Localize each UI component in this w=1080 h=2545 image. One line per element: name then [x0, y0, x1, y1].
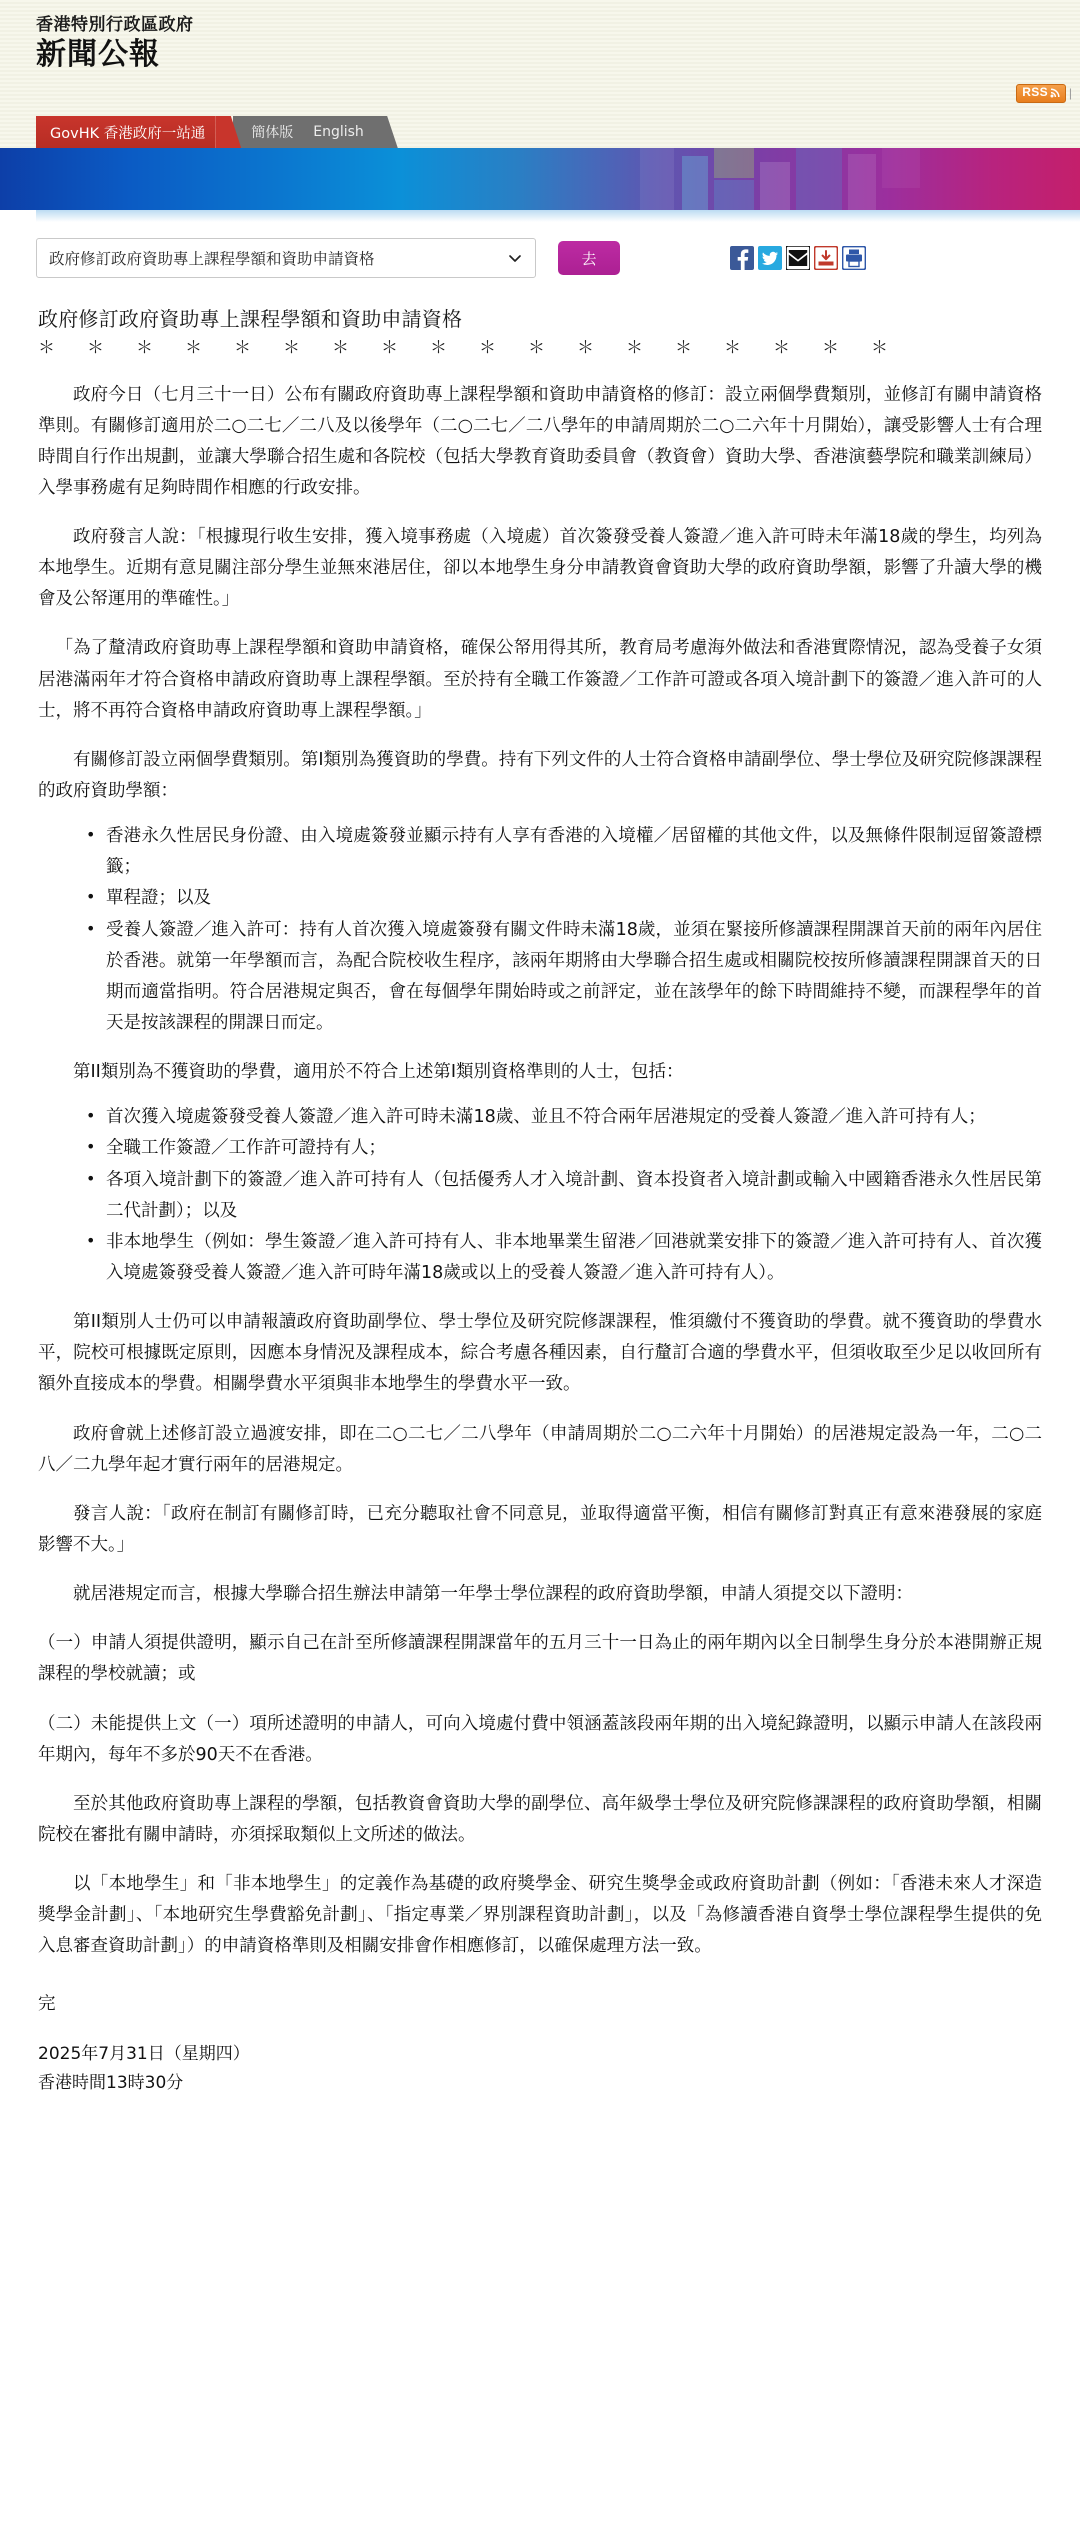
go-button[interactable]: 去: [558, 241, 620, 275]
list-item: • 各項入境計劃下的簽證／進入許可持有人（包括優秀人才入境計劃、資本投資者入境計劃或輸入中國籍香港永久性居民第二代計劃）；以及: [104, 1165, 1042, 1227]
paragraph-2: 政府發言人說：「根據現行收生安排，獲入境事務處（入境處）首次簽發受養人簽證／進入許可時未年滿18歲的學生，均列為本地學生。近期有意見關注部分學生並無來港居住，卻以本地學生身分申請教資會資助大學的政府資助學額，影響了升讀大學的機會及公帑運用的準確性。」: [38, 527, 1042, 610]
nav-govhk-label: GovHK 香港政府一站通: [50, 125, 206, 142]
nav-english-link[interactable]: English: [313, 124, 364, 140]
nav-language-tabs: [233, 116, 370, 148]
press-release-select-value: 政府修訂政府資助專上課程學額和資助申請資格: [49, 250, 375, 268]
masthead-inner: [0, 14, 1080, 73]
masthead: [0, 0, 1080, 116]
paragraph-8: 發言人說：「政府在制訂有關修訂時，已充分聽取社會不同意見，並取得適當平衡，相信有關修訂對真正有意來港發展的家庭影響不大。」: [38, 1503, 1042, 1555]
paragraph-9: 就居港規定而言，根據大學聯合招生辦法申請第一年學士學位課程的政府資助學額，申請人須提交以下證明：: [73, 1584, 913, 1605]
twitter-icon[interactable]: [758, 246, 782, 270]
email-icon[interactable]: [786, 246, 810, 270]
government-name: 香港特別行政區政府: [36, 15, 194, 35]
paragraph-10: （一）申請人須提供證明，顯示自己在計至所修讀課程開課當年的五月三十一日為止的兩年期內以全日制學生身分於本港開辦正規課程的學校就讀；或: [38, 1633, 1042, 1685]
end-mark: 完: [38, 1993, 56, 2014]
banner-left-notch: [0, 210, 36, 222]
paragraph-3: 「為了釐清政府資助專上課程學額和資助申請資格，確保公帑用得其所，教育局考慮海外做法和香港實際情況，認為受養子女須居港滿兩年才符合資格申請政府資助專上課程學額。至於持有全職工作簽證／工作許可證或各項入境計劃下的簽證／進入許可的人士，將不再符合資格申請政府資助專上課程學額。」: [38, 638, 1042, 721]
nav-strip: [0, 116, 1080, 148]
paragraph-7: 政府會就上述修訂設立過渡安排，即在二○二七／二八學年（申請周期於二○二六年十月開始）的居港規定設為一年，二○二八／二九學年起才實行兩年的居港規定。: [38, 1423, 1042, 1475]
paragraph-12: 至於其他政府資助專上課程的學額，包括教資會資助大學的副學位、高年級學士學位及研究院修課課程的政府資助學額，相關院校在審批有關申請時，亦須採取類似上文所述的做法。: [38, 1793, 1042, 1845]
datestamp: [38, 2040, 1042, 2100]
control-row: [0, 222, 1080, 288]
rss-button[interactable]: [1016, 84, 1066, 103]
paragraph-1: 政府今日（七月三十一日）公布有關政府資助專上課程學額和資助申請資格的修訂：設立兩個學費類別，並修訂有關申請資格準則。有關修訂適用於二○二七／二八及以後學年（二○二七／二八學年的申請周期於二○二六年十月開始），讓受影響人士有合理時間自行作出規劃，並讓大學聯合招生處和各院校（包括大學教育資助委員會（教資會）資助大學、香港演藝學院和職業訓練局）入學事務處有足夠時間作相應的行政安排。: [38, 384, 1042, 498]
list-item: • 單程證；以及: [104, 883, 1042, 914]
list-item: • 受養人簽證／進入許可：持有人首次獲入境處簽發有關文件時未滿18歲，並須在緊接所修讀課程開課首天前的兩年內居住於香港。就第一年學額而言，為配合院校收生程序，該兩年期將由大學聯合招生處或相關院校按所修讀課程開課首天的日期而適當指明。符合居港規定與否，會在每個學年開始時或之前評定，並在該學年的餘下時間維持不變，而課程學年的首天是按該課程的開課日而定。: [104, 915, 1042, 1040]
chevron-down-icon: [507, 250, 523, 266]
release-time: 香港時間13時30分: [38, 2073, 184, 2094]
rss-area: [1016, 84, 1072, 103]
download-icon[interactable]: [814, 246, 838, 270]
list-item: • 全職工作簽證／工作許可證持有人；: [104, 1133, 1042, 1164]
paragraph-4: 有關修訂設立兩個學費類別。第I類別為獲資助的學費。持有下列文件的人士符合資格申請副學位、學士學位及研究院修課課程的政府資助學額：: [38, 749, 1042, 802]
list-item: • 香港永久性居民身份證、由入境處簽發並顯示持有人享有香港的入境權／居留權的其他文件，以及無條件限制逗留簽證標籤；: [104, 821, 1042, 883]
list-item: • 非本地學生（例如：學生簽證／進入許可持有人、非本地畢業生留港／回港就業安排下的簽證／進入許可持有人、首次獲入境處簽發受養人簽證／進入許可時年滿18歲或以上的受養人簽證／進入許可持有人）。: [104, 1227, 1042, 1289]
article-headline: 政府修訂政府資助專上課程學額和資助申請資格: [38, 307, 463, 331]
site-title: 新聞公報: [36, 37, 160, 73]
nav-tab-row: [36, 116, 398, 148]
release-date: 2025年7月31日（星期四）: [38, 2043, 250, 2064]
print-icon[interactable]: [842, 246, 866, 270]
facebook-icon[interactable]: [730, 246, 754, 270]
article-body: [0, 288, 1080, 2099]
paragraph-11: （二）未能提供上文（一）項所述證明的申請人，可向入境處付費中領涵蓋該段兩年期的出入境紀錄證明，以顯示申請人在該段兩年期內，每年不多於90天不在香港。: [38, 1713, 1042, 1765]
nav-govhk-tab[interactable]: [36, 116, 215, 148]
list-item: • 首次獲入境處簽發受養人簽證／進入許可時未滿18歲、並且不符合兩年居港規定的受養人簽證／進入許可持有人；: [104, 1102, 1042, 1133]
gradient-banner: [0, 148, 1080, 210]
rss-separator: |: [1068, 86, 1072, 101]
social-share-row: [730, 246, 866, 270]
banner-decoration: [630, 148, 930, 210]
paragraph-13: 以「本地學生」和「非本地學生」的定義作為基礎的政府獎學金、研究生獎學金或政府資助計劃（例如：「香港未來人才深造獎學金計劃」、「本地研究生學費豁免計劃」、「指定專業／界別課程資助計劃」，以及「為修讀香港自資學士學位課程學生提供的免入息審查資助計劃」）的申請資格準則及相關安排會作相應修訂，以確保處理方法一致。: [38, 1874, 1042, 1957]
rss-label: RSS: [1022, 85, 1048, 99]
nav-gray-slash: [370, 116, 398, 148]
star-divider: ＊ ＊ ＊ ＊ ＊ ＊ ＊ ＊ ＊ ＊ ＊ ＊ ＊ ＊ ＊ ＊ ＊ ＊: [38, 338, 896, 358]
rss-wave-icon: [1050, 87, 1061, 98]
paragraph-6: 第II類別人士仍可以申請報讀政府資助副學位、學士學位及研究院修課課程，惟須繳付不獲資助的學費。就不獲資助的學費水平，院校可根據既定原則，因應本身情況及課程成本，綜合考慮各種因素，自行釐訂合適的學費水平，但須收取至少足以收回所有額外直接成本的學費。相關學費水平須與非本地學生的學費水平一致。: [38, 1312, 1042, 1395]
eligibility-list-class-1: [38, 821, 1042, 1039]
banner-underline: [0, 210, 1080, 222]
eligibility-list-class-2: [38, 1102, 1042, 1289]
paragraph-5: 第II類別為不獲資助的學費，適用於不符合上述第I類別資格準則的人士，包括：: [73, 1062, 684, 1083]
press-release-select[interactable]: [36, 238, 536, 278]
nav-simplified-link[interactable]: 簡体版: [251, 125, 294, 141]
